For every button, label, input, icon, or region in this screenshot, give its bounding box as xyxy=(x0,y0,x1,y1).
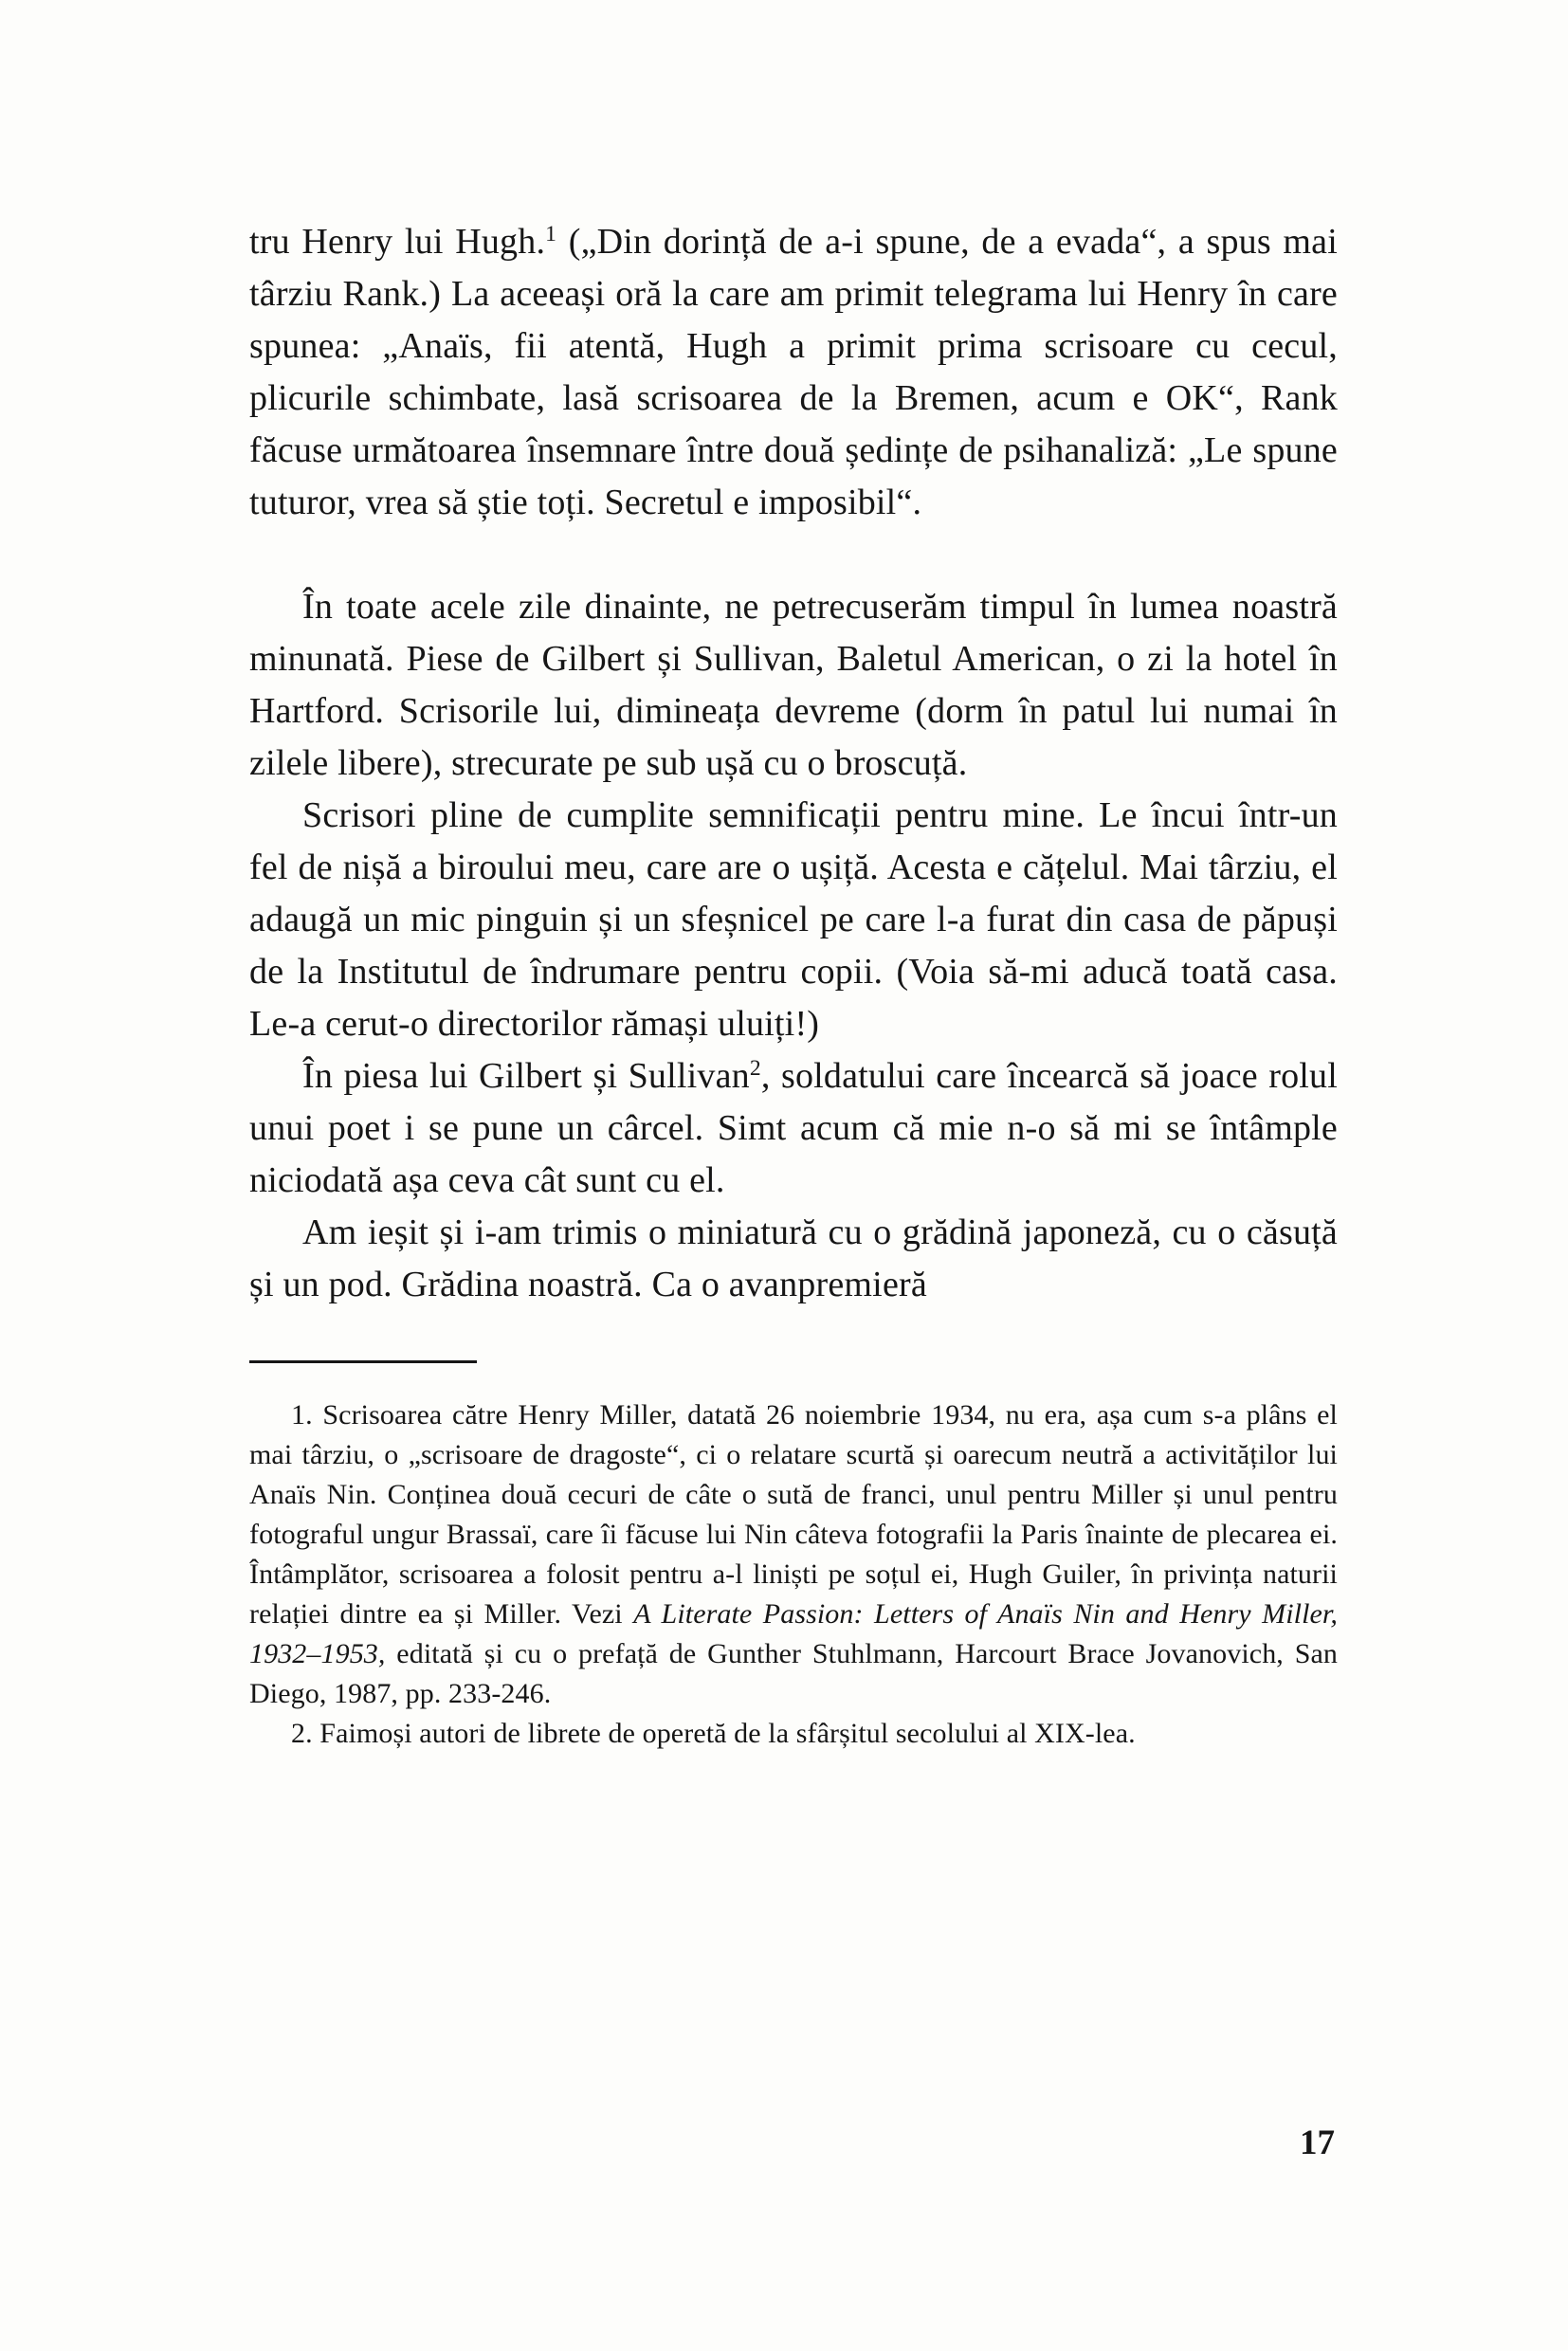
paragraph-1 xyxy=(249,216,1338,529)
footnote-ref-2: 2 xyxy=(749,1056,761,1082)
paragraph-3: Scrisori pline de cumplite semnificații pentru mine. Le încui într-un fel de nișă a biroului meu, care are o ușiță. Acesta e cățelul. Mai târziu, el adaugă un mic pinguin și un sfeșnicel pe care l-a furat din casa de păpuși de la Institutul de îndrumare pentru copii. (Voia să-mi aducă toată casa. Le-a cerut-o directorilor rămași uluiți!) xyxy=(249,795,1338,1044)
paragraph-4-text-pre: În piesa lui Gilbert și Sullivan xyxy=(302,1056,750,1096)
page-number: 17 xyxy=(1300,2123,1335,2162)
footnote-1-text-post: editată și cu o prefață de Gunther Stuhlmann, Harcourt Brace Jovanovich, San Diego, 1987, pp. 233-246. xyxy=(249,1638,1338,1709)
footnote-separator-rule xyxy=(249,1360,477,1363)
footnote-1-book-title: A Literate Passion: Letters of Anaïs Nin and Henry Miller, 1932–1953, xyxy=(249,1598,1338,1669)
paragraph-2: În toate acele zile dinainte, ne petrecuserăm timpul în lumea noastră minunată. Piese de Gilbert și Sullivan, Baletul American, o zi la hotel în Hartford. Scrisorile lui, dimineața devreme (dorm în patul lui numai în zilele libere), strecurate pe sub ușă cu o broscuță. xyxy=(249,587,1338,783)
paragraph-1-text-post: („Din dorință de a-i spune, de a evada“, a spus mai târziu Rank.) La aceeași oră la care am primit telegrama lui Henry în care spunea: „Anaïs, fii atentă, Hugh a primit prima scrisoare cu cecul, plicurile schimbate, lasă scrisoarea de la Bremen, acum e OK“, Rank făcuse următoarea însemnare între două ședințe de psihanaliză: „Le spune tuturor, vrea să știe toți. Secretul e imposibil“. xyxy=(249,222,1338,522)
paragraph-1-text-pre: tru Henry lui Hugh. xyxy=(249,222,546,262)
paragraph-4-text-post: , soldatului care încearcă să joace rolul unui poet i se pune un cârcel. Simt acum că mie n-o să mi se întâmple niciodată așa ceva cât sunt cu el. xyxy=(249,1056,1338,1200)
footnote-2: 2. Faimoși autori de librete de operetă de la sfârșitul secolului al XIX-lea. xyxy=(291,1718,1136,1749)
paragraph-4 xyxy=(249,1050,1338,1207)
paragraph-5: Am ieșit și i-am trimis o miniatură cu o grădină japoneză, cu o căsuță și un pod. Grădina noastră. Ca o avanpremieră xyxy=(249,1212,1338,1304)
footnote-1 xyxy=(249,1395,1338,1714)
text-block xyxy=(249,216,1338,1754)
footnote-ref-1: 1 xyxy=(545,222,557,247)
footnote-1-text-pre: 1. Scrisoarea către Henry Miller, datată 26 noiembrie 1934, nu era, așa cum s-a plâns el mai târziu, o „scrisoare de dragoste“, ci o relatare scurtă și oarecum neutră a activităților lui Anaïs Nin. Conținea două cecuri de câte o sută de franci, unul pentru Miller și unul pentru fotograful ungur Brassaï, care îi făcuse lui Nin câteva fotografii la Paris înainte de plecarea ei. Întâmplător, scrisoarea a folosit pentru a-l liniști pe soțul ei, Hugh Guiler, în privința naturii relației dintre ea și Miller. Vezi xyxy=(249,1399,1338,1630)
